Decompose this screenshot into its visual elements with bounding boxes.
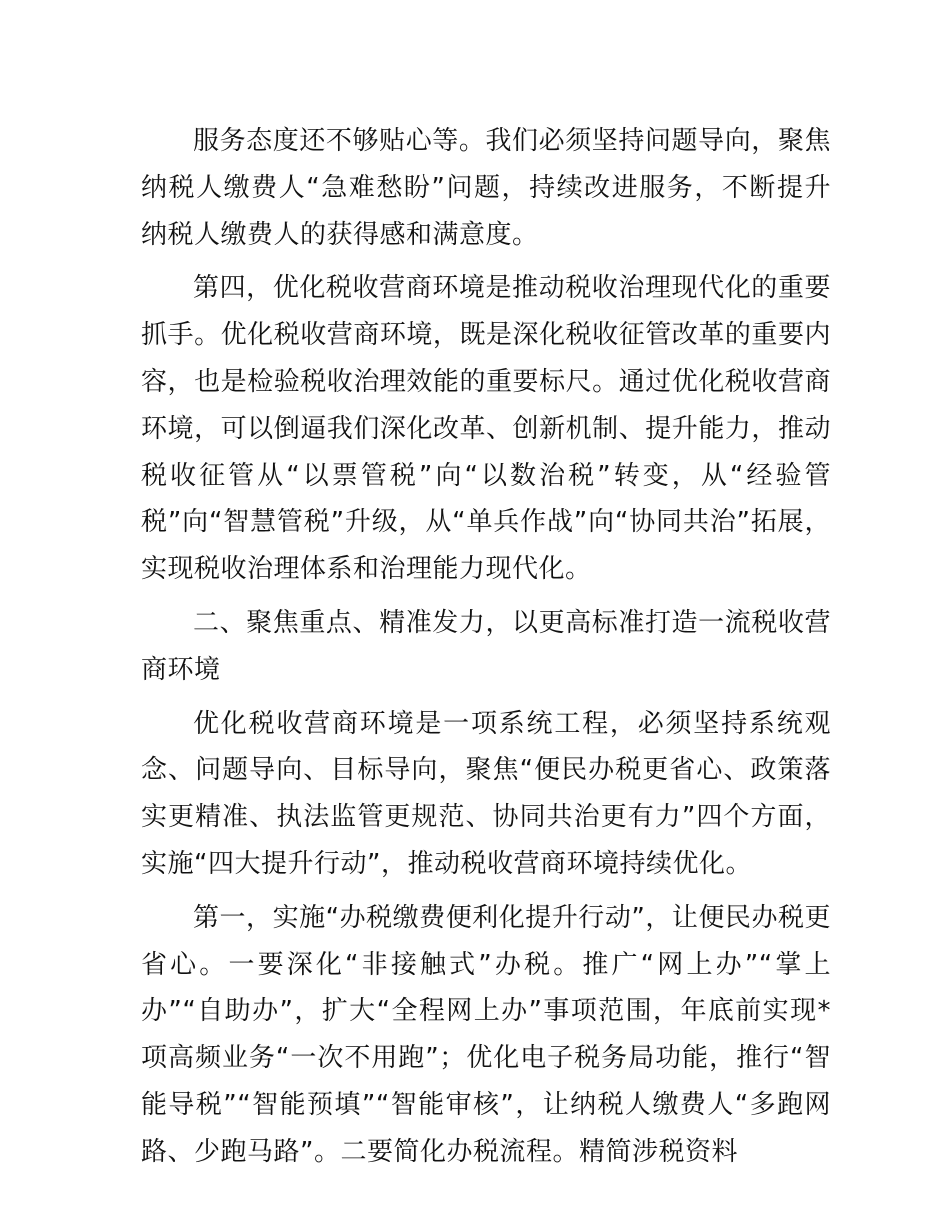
section-heading-two: 二、聚焦重点、精准发力，以更高标准打造一流税收营商环境 xyxy=(141,607,831,685)
paragraph-fourth-point: 第四，优化税收营商环境是推动税收治理现代化的重要抓手。优化税收营商环境，既是深化税收征管改革的重要内容，也是检验税收治理效能的重要标尺。通过优化税收营商环境，可以倒逼我们深化改革、创新机制、提升能力，推动税收征管从“以票管税”向“以数治税”转变，从“经验管税”向“智慧管税”升级，从“单兵作战”向“协同共治”拓展，实现税收治理体系和治理能力现代化。 xyxy=(141,273,831,585)
paragraph-system-engineering: 优化税收营商环境是一项系统工程，必须坚持系统观念、问题导向、目标导向，聚焦“便民办税更省心、政策落实更精准、执法监管更规范、协同共治更有力”四个方面，实施“四大提升行动”，推动税收营商环境持续优化。 xyxy=(141,708,831,879)
paragraph-service-attitude: 服务态度还不够贴心等。我们必须坚持问题导向，聚焦纳税人缴费人“急难愁盼”问题，持续改进服务，不断提升纳税人缴费人的获得感和满意度。 xyxy=(141,126,831,250)
paragraph-first-action: 第一，实施“办税缴费便利化提升行动”，让便民办税更省心。一要深化“非接触式”办税。推广“网上办”“掌上办”“自助办”，扩大“全程网上办”事项范围，年底前实现*项高频业务“一次不用跑”；优化电子税务局功能，推行“智能导税”“智能预填”“智能审核”，让纳税人缴费人“多跑网路、少跑马路”。二要简化办税流程。精简涉税资料 xyxy=(141,902,831,1167)
document-body xyxy=(141,118,831,1183)
